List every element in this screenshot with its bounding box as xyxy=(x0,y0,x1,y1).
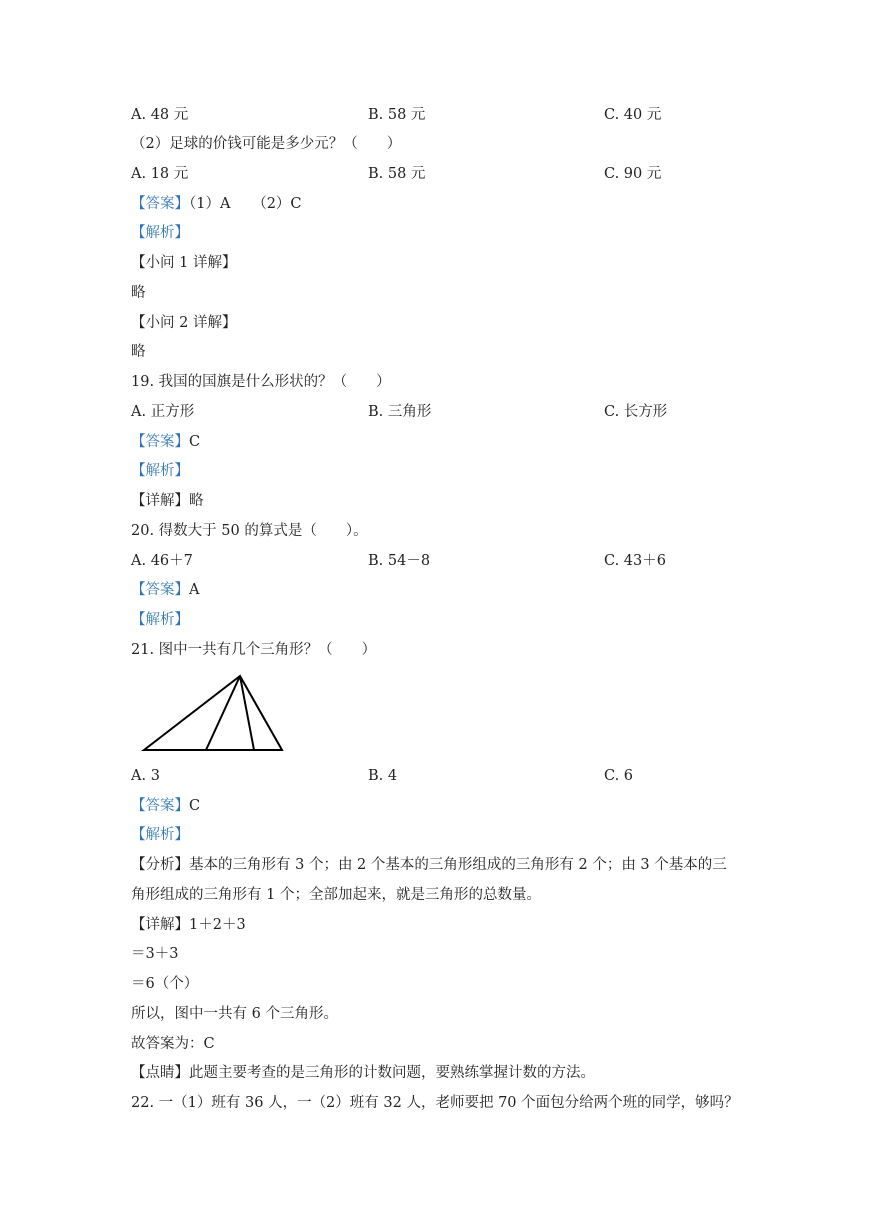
q21-answer xyxy=(131,796,200,816)
answer-tag: 【答案】 xyxy=(131,582,189,598)
q21-analysis-line1: 【分析】基本的三角形有 3 个；由 2 个基本的三角形组成的三角形有 2 个；由 3 个基本的三 xyxy=(131,857,727,873)
q19-option-b: B. 三角形 xyxy=(368,404,432,420)
outer-triangle xyxy=(144,676,282,750)
q21-option-b: B. 4 xyxy=(368,768,398,784)
answer-text: A xyxy=(189,582,200,598)
q20-answer xyxy=(131,580,199,600)
q22-question: 22. 一（1）班有 36 人，一（2）班有 32 人，老师要把 70 个面包分给两个班的同学，够吗？ xyxy=(131,1095,739,1111)
q18-part2-question: （2）足球的价钱可能是多少元？（ ） xyxy=(131,136,402,152)
q18-sub1-text: 略 xyxy=(131,285,146,301)
q18-analysis-tag: 【解析】 xyxy=(131,225,189,241)
q19-analysis-tag: 【解析】 xyxy=(131,463,189,479)
q20-question: 20. 得数大于 50 的算式是（ ）。 xyxy=(131,523,368,539)
q20-analysis-tag: 【解析】 xyxy=(131,612,189,628)
q18-part2-option-b: B. 58 元 xyxy=(368,166,426,182)
answer-text: （1）A （2）C xyxy=(189,196,302,212)
q21-option-a: A. 3 xyxy=(131,768,160,784)
q21-detail1: 【详解】1＋2＋3 xyxy=(131,917,246,933)
q18-part1-option-c: C. 40 元 xyxy=(604,107,662,123)
q18-part1-option-a: A. 48 元 xyxy=(131,107,189,123)
q18-sub1-heading: 【小问 1 详解】 xyxy=(131,255,237,271)
q20-option-a: A. 46＋7 xyxy=(131,553,193,569)
q18-sub2-heading: 【小问 2 详解】 xyxy=(131,315,237,331)
q19-option-a: A. 正方形 xyxy=(131,404,195,420)
q21-comment: 【点睛】此题主要考查的是三角形的计数问题，要熟练掌握计数的方法。 xyxy=(131,1065,595,1081)
q18-part1-option-b: B. 58 元 xyxy=(368,107,426,123)
q21-analysis-line2: 角形组成的三角形有 1 个；全部加起来，就是三角形的总数量。 xyxy=(131,887,541,903)
answer-tag: 【答案】 xyxy=(131,196,189,212)
q18-sub2-text: 略 xyxy=(131,344,146,360)
triangle-figure xyxy=(140,672,290,754)
q21-detail3: ＝6（个） xyxy=(131,976,199,992)
answer-tag: 【答案】 xyxy=(131,798,189,814)
q18-part2-option-c: C. 90 元 xyxy=(604,166,662,182)
answer-text: C xyxy=(189,434,201,450)
q21-question: 21. 图中一共有几个三角形？（ ） xyxy=(131,642,377,658)
q19-question: 19. 我国的国旗是什么形状的？（ ） xyxy=(131,374,391,390)
q21-analysis-tag: 【解析】 xyxy=(131,827,189,843)
q19-option-c: C. 长方形 xyxy=(604,404,668,420)
q19-detail: 【详解】略 xyxy=(131,493,204,509)
q18-part2-option-a: A. 18 元 xyxy=(131,166,189,182)
q19-answer xyxy=(131,432,200,452)
q18-answer xyxy=(131,194,302,214)
q21-detail2: ＝3＋3 xyxy=(131,946,179,962)
q21-option-c: C. 6 xyxy=(604,768,634,784)
answer-tag: 【答案】 xyxy=(131,434,189,450)
q21-detail5: 故答案为：C xyxy=(131,1036,215,1052)
q21-detail4: 所以，图中一共有 6 个三角形。 xyxy=(131,1006,338,1022)
inner-line-left xyxy=(206,676,240,750)
q20-option-c: C. 43＋6 xyxy=(604,553,666,569)
q20-option-b: B. 54－8 xyxy=(368,553,431,569)
answer-text: C xyxy=(189,798,201,814)
